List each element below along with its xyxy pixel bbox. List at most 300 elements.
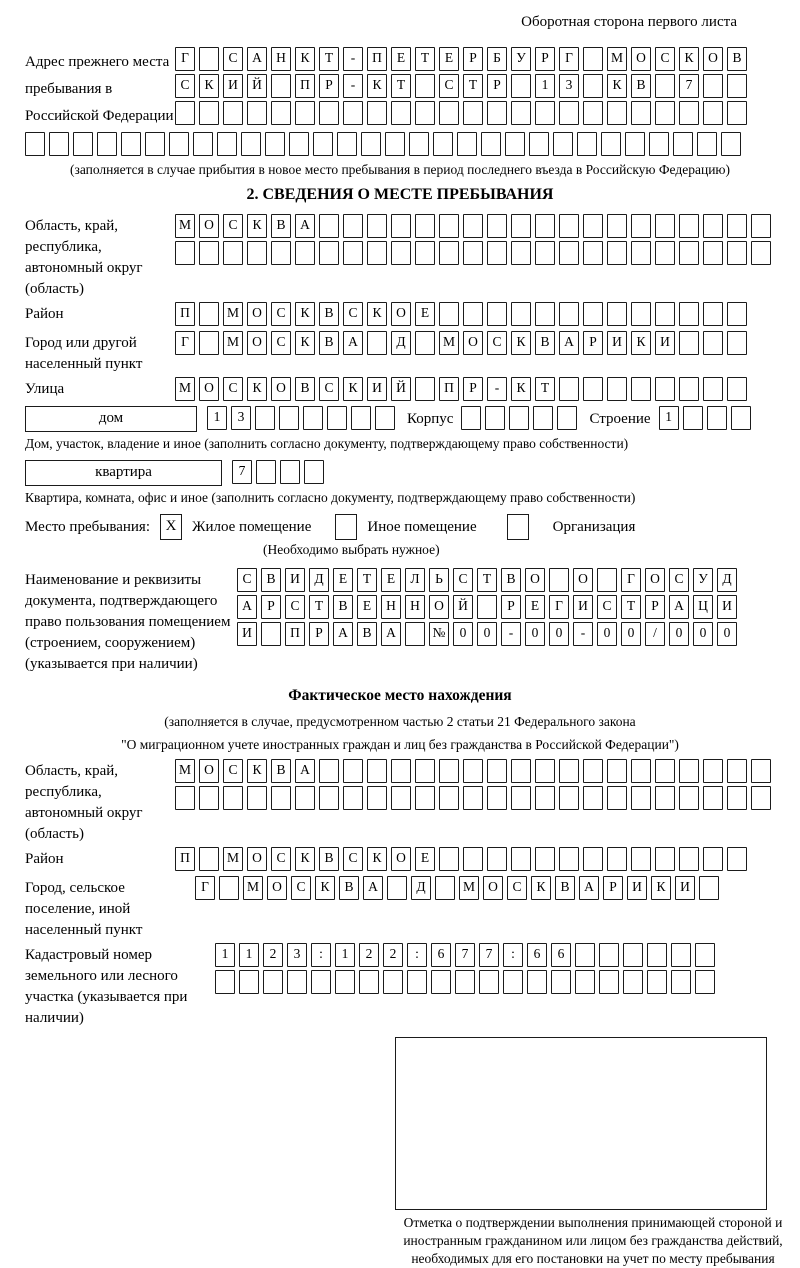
char-box[interactable] <box>367 759 387 783</box>
char-box[interactable]: 7 <box>679 74 699 98</box>
char-box[interactable]: - <box>343 74 363 98</box>
char-box[interactable] <box>727 74 747 98</box>
char-box[interactable]: М <box>439 331 459 355</box>
char-box[interactable]: / <box>645 622 665 646</box>
char-box[interactable]: А <box>669 595 689 619</box>
char-box[interactable] <box>387 876 407 900</box>
char-box[interactable] <box>303 406 323 430</box>
char-box[interactable]: : <box>503 943 523 967</box>
char-box[interactable] <box>367 331 387 355</box>
char-box[interactable] <box>73 132 93 156</box>
char-box[interactable] <box>703 759 723 783</box>
char-box[interactable] <box>727 377 747 401</box>
char-box[interactable]: А <box>295 214 315 238</box>
char-box[interactable] <box>415 241 435 265</box>
char-box[interactable]: Т <box>477 568 497 592</box>
char-box[interactable]: И <box>223 74 243 98</box>
char-box[interactable]: С <box>343 847 363 871</box>
char-box[interactable] <box>673 132 693 156</box>
char-box[interactable] <box>265 132 285 156</box>
char-box[interactable] <box>511 214 531 238</box>
char-box[interactable] <box>319 214 339 238</box>
char-box[interactable]: Г <box>559 47 579 71</box>
char-box[interactable] <box>559 101 579 125</box>
char-box[interactable]: 3 <box>231 406 251 430</box>
char-box[interactable] <box>655 759 675 783</box>
char-box[interactable] <box>295 241 315 265</box>
char-box[interactable] <box>751 759 771 783</box>
char-box[interactable] <box>481 132 501 156</box>
option-org-checkbox[interactable] <box>507 514 529 540</box>
char-box[interactable] <box>671 970 691 994</box>
char-box[interactable]: 7 <box>232 460 252 484</box>
char-box[interactable]: С <box>291 876 311 900</box>
char-box[interactable] <box>703 847 723 871</box>
char-box[interactable] <box>631 241 651 265</box>
char-box[interactable] <box>727 331 747 355</box>
char-box[interactable] <box>463 759 483 783</box>
char-box[interactable]: 6 <box>527 943 547 967</box>
char-box[interactable]: 0 <box>477 622 497 646</box>
char-box[interactable] <box>535 302 555 326</box>
char-box[interactable] <box>751 786 771 810</box>
char-box[interactable] <box>215 970 235 994</box>
char-box[interactable]: А <box>559 331 579 355</box>
char-box[interactable]: Р <box>319 74 339 98</box>
char-box[interactable]: К <box>367 847 387 871</box>
char-box[interactable] <box>409 132 429 156</box>
char-box[interactable] <box>703 302 723 326</box>
char-box[interactable] <box>439 241 459 265</box>
char-box[interactable] <box>343 786 363 810</box>
char-box[interactable] <box>335 970 355 994</box>
char-box[interactable] <box>463 241 483 265</box>
char-box[interactable]: - <box>573 622 593 646</box>
char-box[interactable] <box>439 302 459 326</box>
char-box[interactable] <box>535 241 555 265</box>
char-box[interactable]: В <box>319 847 339 871</box>
char-box[interactable]: А <box>363 876 383 900</box>
char-box[interactable] <box>313 132 333 156</box>
char-box[interactable]: К <box>295 47 315 71</box>
char-box[interactable] <box>263 970 283 994</box>
char-box[interactable] <box>631 214 651 238</box>
char-box[interactable]: А <box>381 622 401 646</box>
char-box[interactable] <box>647 970 667 994</box>
char-box[interactable] <box>391 214 411 238</box>
char-box[interactable] <box>511 74 531 98</box>
char-box[interactable]: К <box>295 331 315 355</box>
char-box[interactable] <box>487 302 507 326</box>
char-box[interactable]: И <box>573 595 593 619</box>
char-box[interactable]: В <box>271 759 291 783</box>
char-box[interactable]: В <box>501 568 521 592</box>
char-box[interactable]: С <box>507 876 527 900</box>
char-box[interactable] <box>511 847 531 871</box>
char-box[interactable] <box>319 759 339 783</box>
char-box[interactable] <box>271 786 291 810</box>
char-box[interactable] <box>375 406 395 430</box>
char-box[interactable] <box>607 847 627 871</box>
char-box[interactable]: Б <box>487 47 507 71</box>
char-box[interactable] <box>505 132 525 156</box>
char-box[interactable]: Р <box>261 595 281 619</box>
char-box[interactable] <box>439 101 459 125</box>
char-box[interactable] <box>367 241 387 265</box>
char-box[interactable] <box>391 759 411 783</box>
char-box[interactable]: 0 <box>669 622 689 646</box>
char-box[interactable] <box>583 101 603 125</box>
char-box[interactable] <box>343 759 363 783</box>
char-box[interactable] <box>631 759 651 783</box>
char-box[interactable]: И <box>655 331 675 355</box>
char-box[interactable]: К <box>367 302 387 326</box>
char-box[interactable] <box>433 132 453 156</box>
char-box[interactable] <box>695 943 715 967</box>
char-box[interactable]: 0 <box>717 622 737 646</box>
char-box[interactable] <box>511 786 531 810</box>
char-box[interactable] <box>343 241 363 265</box>
char-box[interactable]: 0 <box>597 622 617 646</box>
char-box[interactable]: Ь <box>429 568 449 592</box>
char-box[interactable] <box>217 132 237 156</box>
char-box[interactable]: И <box>367 377 387 401</box>
char-box[interactable]: С <box>343 302 363 326</box>
char-box[interactable] <box>655 302 675 326</box>
char-box[interactable] <box>679 331 699 355</box>
char-box[interactable]: К <box>247 377 267 401</box>
char-box[interactable]: К <box>511 331 531 355</box>
char-box[interactable]: К <box>315 876 335 900</box>
char-box[interactable]: А <box>237 595 257 619</box>
char-box[interactable]: С <box>439 74 459 98</box>
char-box[interactable] <box>509 406 529 430</box>
char-box[interactable]: П <box>175 302 195 326</box>
char-box[interactable] <box>679 847 699 871</box>
char-box[interactable] <box>487 214 507 238</box>
char-box[interactable]: 6 <box>431 943 451 967</box>
char-box[interactable] <box>727 759 747 783</box>
char-box[interactable]: Р <box>583 331 603 355</box>
char-box[interactable]: 2 <box>359 943 379 967</box>
char-box[interactable]: 6 <box>551 943 571 967</box>
char-box[interactable]: О <box>429 595 449 619</box>
char-box[interactable]: 0 <box>453 622 473 646</box>
char-box[interactable]: Р <box>603 876 623 900</box>
char-box[interactable]: С <box>271 847 291 871</box>
char-box[interactable] <box>487 847 507 871</box>
char-box[interactable]: : <box>407 943 427 967</box>
char-box[interactable]: К <box>295 302 315 326</box>
char-box[interactable] <box>199 786 219 810</box>
char-box[interactable] <box>655 377 675 401</box>
char-box[interactable] <box>703 786 723 810</box>
char-box[interactable]: С <box>271 331 291 355</box>
char-box[interactable]: А <box>343 331 363 355</box>
char-box[interactable]: В <box>555 876 575 900</box>
char-box[interactable]: А <box>579 876 599 900</box>
char-box[interactable] <box>367 101 387 125</box>
char-box[interactable]: Р <box>501 595 521 619</box>
char-box[interactable]: Р <box>645 595 665 619</box>
char-box[interactable]: 3 <box>559 74 579 98</box>
char-box[interactable]: 2 <box>383 943 403 967</box>
char-box[interactable]: 0 <box>621 622 641 646</box>
char-box[interactable]: В <box>631 74 651 98</box>
option-zhiloe-checkbox[interactable]: X <box>160 514 182 540</box>
char-box[interactable] <box>289 132 309 156</box>
char-box[interactable] <box>145 132 165 156</box>
char-box[interactable]: Р <box>487 74 507 98</box>
char-box[interactable]: 1 <box>335 943 355 967</box>
char-box[interactable] <box>679 241 699 265</box>
char-box[interactable] <box>695 970 715 994</box>
char-box[interactable] <box>599 970 619 994</box>
char-box[interactable] <box>435 876 455 900</box>
char-box[interactable]: Т <box>463 74 483 98</box>
char-box[interactable] <box>559 241 579 265</box>
char-box[interactable]: Д <box>309 568 329 592</box>
char-box[interactable] <box>623 943 643 967</box>
char-box[interactable] <box>559 786 579 810</box>
char-box[interactable]: Е <box>391 47 411 71</box>
char-box[interactable] <box>583 302 603 326</box>
char-box[interactable]: О <box>247 302 267 326</box>
char-box[interactable] <box>439 759 459 783</box>
char-box[interactable] <box>703 101 723 125</box>
char-box[interactable] <box>679 302 699 326</box>
char-box[interactable] <box>383 970 403 994</box>
char-box[interactable] <box>319 241 339 265</box>
char-box[interactable]: Т <box>391 74 411 98</box>
kvartira-field-box[interactable]: квартира <box>25 460 222 486</box>
char-box[interactable]: В <box>357 622 377 646</box>
char-box[interactable] <box>463 101 483 125</box>
char-box[interactable] <box>25 132 45 156</box>
char-box[interactable]: М <box>243 876 263 900</box>
char-box[interactable] <box>655 74 675 98</box>
char-box[interactable] <box>415 214 435 238</box>
char-box[interactable]: И <box>237 622 257 646</box>
char-box[interactable] <box>199 847 219 871</box>
char-box[interactable]: К <box>247 214 267 238</box>
char-box[interactable]: А <box>295 759 315 783</box>
char-box[interactable] <box>121 132 141 156</box>
char-box[interactable]: Г <box>175 47 195 71</box>
char-box[interactable]: К <box>199 74 219 98</box>
char-box[interactable] <box>679 101 699 125</box>
char-box[interactable]: И <box>607 331 627 355</box>
char-box[interactable] <box>751 241 771 265</box>
char-box[interactable]: Г <box>549 595 569 619</box>
char-box[interactable] <box>255 406 275 430</box>
char-box[interactable] <box>607 786 627 810</box>
char-box[interactable]: О <box>483 876 503 900</box>
char-box[interactable]: А <box>247 47 267 71</box>
char-box[interactable] <box>583 214 603 238</box>
char-box[interactable]: С <box>597 595 617 619</box>
char-box[interactable]: 2 <box>263 943 283 967</box>
char-box[interactable] <box>535 214 555 238</box>
char-box[interactable] <box>247 101 267 125</box>
char-box[interactable] <box>727 847 747 871</box>
char-box[interactable] <box>415 101 435 125</box>
char-box[interactable]: С <box>223 214 243 238</box>
char-box[interactable]: С <box>319 377 339 401</box>
char-box[interactable]: С <box>175 74 195 98</box>
char-box[interactable]: О <box>199 759 219 783</box>
char-box[interactable] <box>463 302 483 326</box>
char-box[interactable] <box>256 460 276 484</box>
char-box[interactable] <box>219 876 239 900</box>
char-box[interactable] <box>607 241 627 265</box>
char-box[interactable]: Й <box>247 74 267 98</box>
char-box[interactable]: И <box>285 568 305 592</box>
char-box[interactable]: Н <box>405 595 425 619</box>
char-box[interactable]: П <box>285 622 305 646</box>
char-box[interactable] <box>535 847 555 871</box>
char-box[interactable] <box>575 970 595 994</box>
char-box[interactable] <box>655 101 675 125</box>
char-box[interactable]: 1 <box>239 943 259 967</box>
char-box[interactable]: К <box>367 74 387 98</box>
char-box[interactable]: И <box>675 876 695 900</box>
char-box[interactable] <box>599 943 619 967</box>
char-box[interactable]: М <box>175 759 195 783</box>
char-box[interactable] <box>655 214 675 238</box>
char-box[interactable]: Г <box>175 331 195 355</box>
char-box[interactable] <box>415 74 435 98</box>
char-box[interactable]: Д <box>391 331 411 355</box>
char-box[interactable] <box>549 568 569 592</box>
char-box[interactable] <box>271 101 291 125</box>
char-box[interactable]: 7 <box>479 943 499 967</box>
char-box[interactable] <box>385 132 405 156</box>
char-box[interactable] <box>559 377 579 401</box>
char-box[interactable] <box>559 847 579 871</box>
char-box[interactable]: М <box>459 876 479 900</box>
char-box[interactable] <box>551 970 571 994</box>
char-box[interactable] <box>577 132 597 156</box>
char-box[interactable]: М <box>607 47 627 71</box>
char-box[interactable]: И <box>627 876 647 900</box>
char-box[interactable]: 1 <box>207 406 227 430</box>
char-box[interactable] <box>361 132 381 156</box>
char-box[interactable] <box>557 406 577 430</box>
char-box[interactable]: О <box>463 331 483 355</box>
char-box[interactable]: С <box>655 47 675 71</box>
char-box[interactable] <box>271 74 291 98</box>
char-box[interactable] <box>683 406 703 430</box>
char-box[interactable] <box>463 214 483 238</box>
char-box[interactable] <box>415 377 435 401</box>
char-box[interactable] <box>359 970 379 994</box>
char-box[interactable]: Т <box>535 377 555 401</box>
char-box[interactable] <box>343 101 363 125</box>
char-box[interactable]: П <box>295 74 315 98</box>
char-box[interactable]: С <box>271 302 291 326</box>
char-box[interactable] <box>721 132 741 156</box>
char-box[interactable]: О <box>199 214 219 238</box>
char-box[interactable] <box>439 214 459 238</box>
char-box[interactable]: 1 <box>215 943 235 967</box>
char-box[interactable]: О <box>703 47 723 71</box>
char-box[interactable]: О <box>199 377 219 401</box>
char-box[interactable] <box>463 847 483 871</box>
char-box[interactable] <box>439 847 459 871</box>
char-box[interactable] <box>679 214 699 238</box>
char-box[interactable]: В <box>271 214 291 238</box>
char-box[interactable] <box>727 241 747 265</box>
char-box[interactable]: О <box>267 876 287 900</box>
char-box[interactable]: Р <box>463 377 483 401</box>
char-box[interactable]: Г <box>621 568 641 592</box>
char-box[interactable]: 0 <box>693 622 713 646</box>
char-box[interactable]: Р <box>463 47 483 71</box>
char-box[interactable]: Е <box>381 568 401 592</box>
char-box[interactable] <box>461 406 481 430</box>
char-box[interactable] <box>559 214 579 238</box>
char-box[interactable] <box>391 101 411 125</box>
char-box[interactable]: М <box>223 847 243 871</box>
char-box[interactable]: Р <box>535 47 555 71</box>
char-box[interactable]: Е <box>525 595 545 619</box>
char-box[interactable] <box>559 759 579 783</box>
char-box[interactable] <box>649 132 669 156</box>
char-box[interactable] <box>727 302 747 326</box>
char-box[interactable] <box>199 302 219 326</box>
char-box[interactable]: М <box>175 377 195 401</box>
char-box[interactable] <box>175 101 195 125</box>
char-box[interactable]: Е <box>439 47 459 71</box>
char-box[interactable]: № <box>429 622 449 646</box>
char-box[interactable]: - <box>343 47 363 71</box>
char-box[interactable] <box>431 970 451 994</box>
char-box[interactable]: С <box>237 568 257 592</box>
char-box[interactable] <box>295 101 315 125</box>
char-box[interactable] <box>583 74 603 98</box>
char-box[interactable]: П <box>439 377 459 401</box>
char-box[interactable]: К <box>679 47 699 71</box>
char-box[interactable]: 3 <box>287 943 307 967</box>
char-box[interactable]: П <box>367 47 387 71</box>
char-box[interactable]: В <box>319 302 339 326</box>
char-box[interactable] <box>457 132 477 156</box>
char-box[interactable]: В <box>535 331 555 355</box>
char-box[interactable] <box>487 759 507 783</box>
char-box[interactable]: М <box>223 331 243 355</box>
char-box[interactable] <box>239 970 259 994</box>
char-box[interactable] <box>631 847 651 871</box>
char-box[interactable] <box>367 214 387 238</box>
char-box[interactable] <box>175 786 195 810</box>
char-box[interactable]: Д <box>717 568 737 592</box>
char-box[interactable] <box>625 132 645 156</box>
char-box[interactable]: Т <box>357 568 377 592</box>
char-box[interactable] <box>583 241 603 265</box>
char-box[interactable]: О <box>525 568 545 592</box>
char-box[interactable] <box>535 786 555 810</box>
char-box[interactable]: О <box>645 568 665 592</box>
char-box[interactable] <box>503 970 523 994</box>
char-box[interactable] <box>553 132 573 156</box>
char-box[interactable] <box>511 302 531 326</box>
char-box[interactable]: В <box>319 331 339 355</box>
char-box[interactable] <box>679 377 699 401</box>
char-box[interactable] <box>655 847 675 871</box>
char-box[interactable]: С <box>223 377 243 401</box>
char-box[interactable] <box>169 132 189 156</box>
